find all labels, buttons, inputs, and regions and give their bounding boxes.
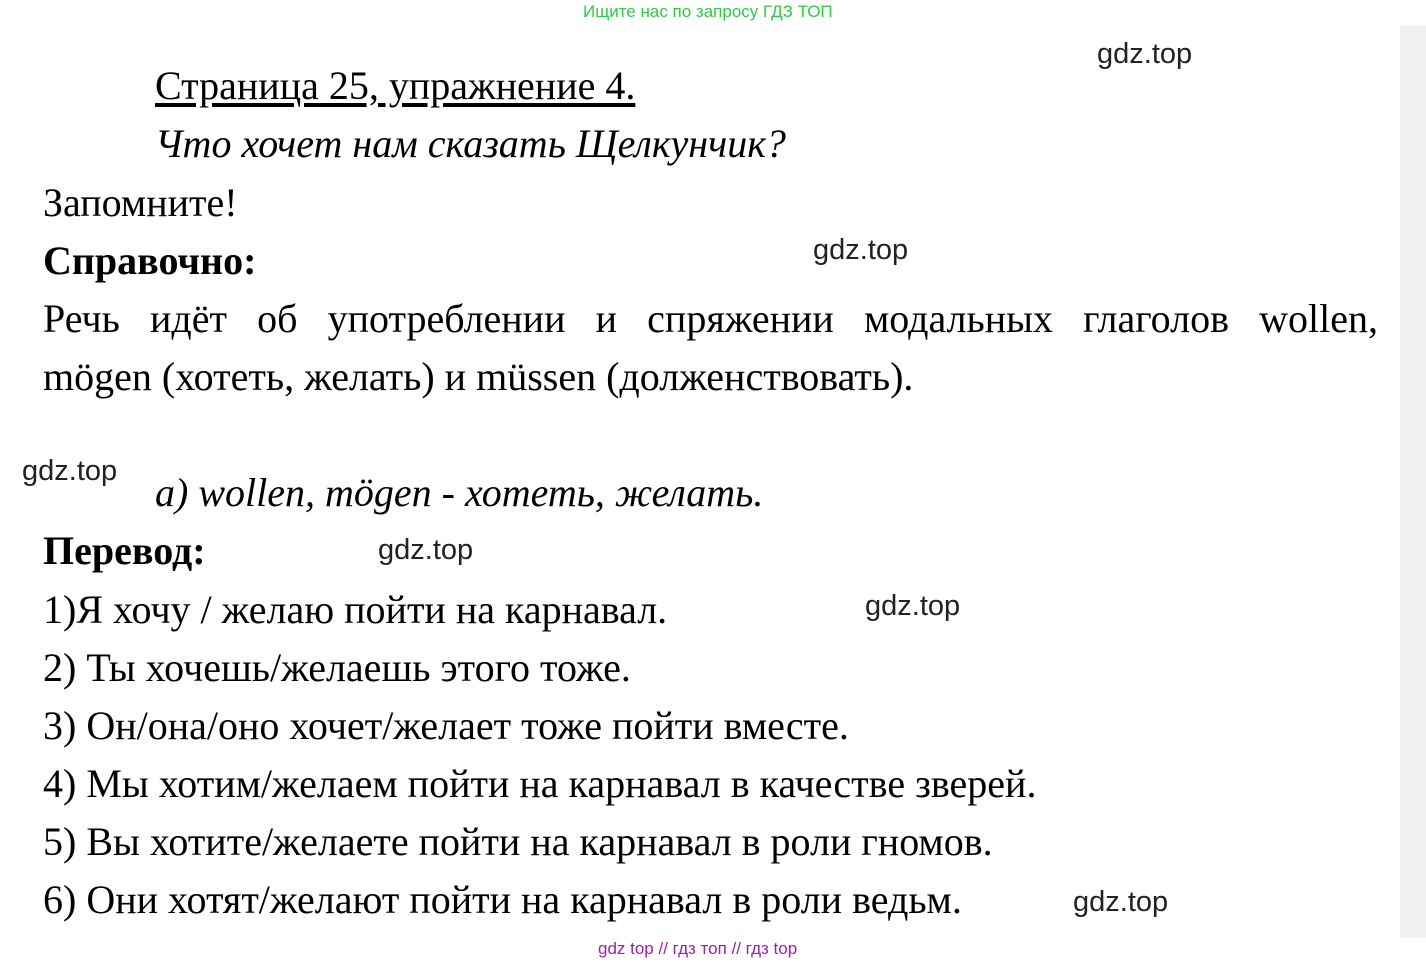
page-title: Страница 25, упражнение 4.	[155, 63, 636, 108]
translation-line: 6) Они хотят/желают пойти на карнавал в роли ведьм.	[43, 877, 962, 922]
translation-line: 5) Вы хотите/желаете пойти на карнавал в роли гномов.	[43, 819, 993, 864]
watermark: gdz.top	[22, 455, 118, 487]
watermark: gdz.top	[865, 590, 961, 622]
scrollbar[interactable]	[1400, 26, 1426, 938]
exercise-subtitle: Что хочет нам сказать Щелкунчик?	[155, 121, 786, 166]
watermark: gdz.top	[378, 534, 474, 566]
watermark: gdz.top	[1097, 38, 1193, 70]
reference-heading: Справочно:	[43, 238, 257, 283]
translation-heading: Перевод:	[43, 528, 206, 573]
translation-line: 3) Он/она/оно хочет/желает тоже пойти вместе.	[43, 703, 849, 748]
translation-line: 4) Мы хотим/желаем пойти на карнавал в качестве зверей.	[43, 761, 1037, 806]
translation-line: 2) Ты хочешь/желаешь этого тоже.	[43, 645, 631, 690]
bottom-banner[interactable]: gdz top // гдз топ // гдз top	[598, 939, 798, 958]
top-banner[interactable]: Ищите нас по запросу ГДЗ ТОП	[583, 2, 833, 21]
remember-label: Запомните!	[43, 180, 238, 225]
reference-text-line-2: mögen (хотеть, желать) и müssen (долженствовать).	[43, 354, 914, 399]
reference-text-line-1: Речь идёт об употреблении и спряжении модальных глаголов wollen,	[43, 296, 1378, 341]
translation-line: 1)Я хочу / желаю пойти на карнавал.	[43, 587, 668, 632]
watermark: gdz.top	[1073, 886, 1169, 918]
watermark: gdz.top	[813, 234, 909, 266]
section-a-heading: а) wollen, mögen - хотеть, желать.	[155, 470, 764, 515]
